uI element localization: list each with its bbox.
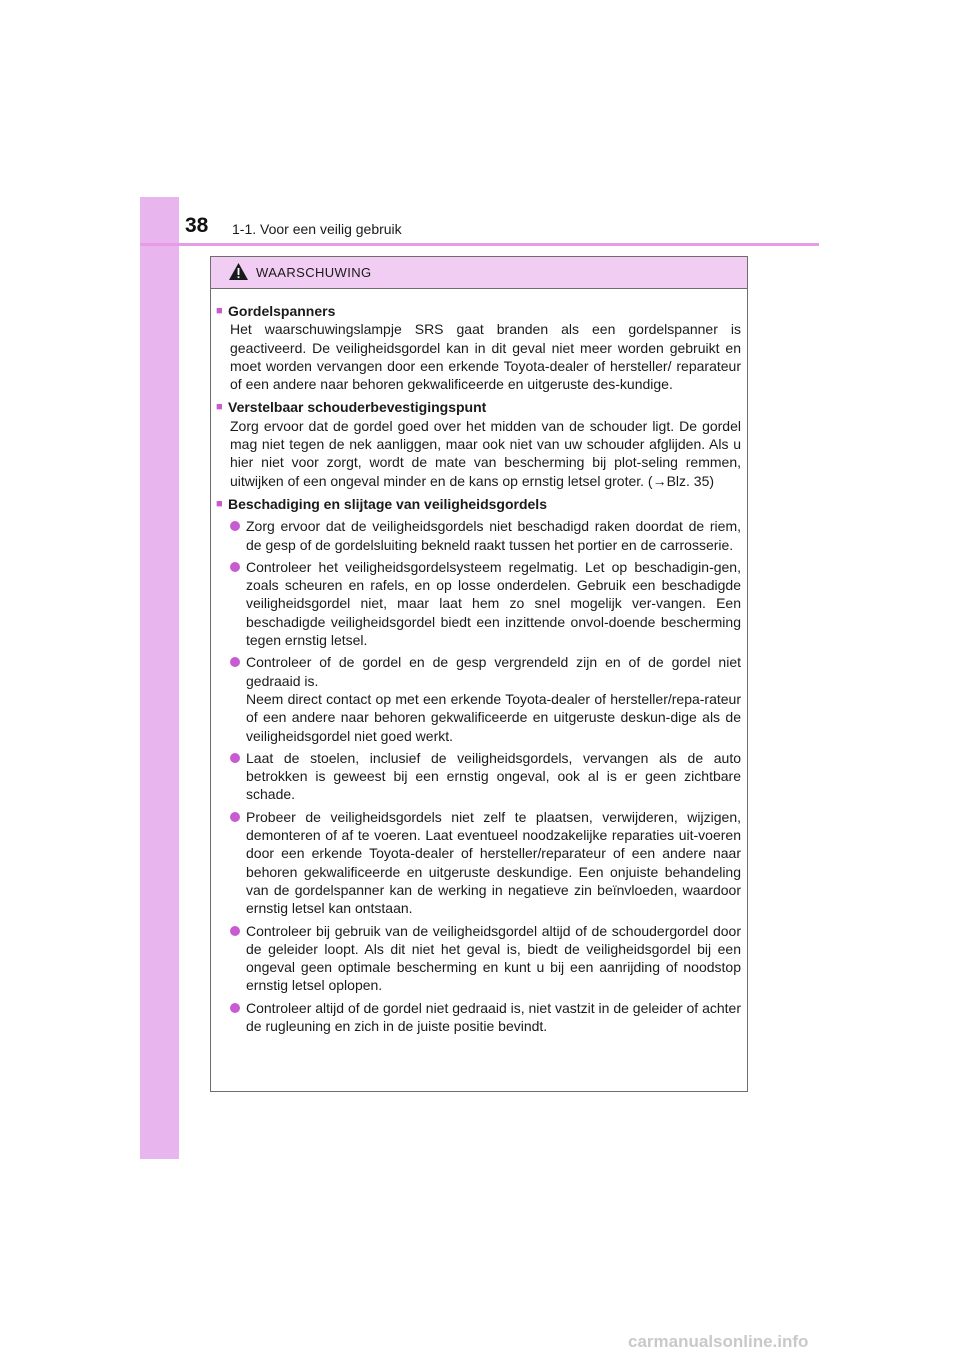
list-item: [230, 922, 741, 995]
list-item-paragraph: Controleer altijd of de gordel niet gedraaid is, niet vastzit in de geleider of achter de rugleuning en zich in de juiste positie bevindt.: [246, 999, 741, 1034]
list-item: [230, 653, 741, 744]
chapter-side-band: [140, 197, 179, 1159]
paragraph-text: Zorg ervoor dat de gordel goed over het midden van de schouder ligt. De gordel mag niet tegen de nek aanliggen, maar ook niet van uw schouder afglijden. Als u hier niet voor zorgt, wordt de mate van bescherming bij plot-seling remmen, uitwijken of een ongeval minder en de kans op ernstig letsel groter. (→Blz. 35): [230, 417, 741, 489]
round-bullet-icon: [230, 1003, 240, 1013]
square-bullet-icon: ■: [216, 401, 223, 414]
list-item-paragraph: Probeer de veiligheidsgordels niet zelf te plaatsen, verwijderen, wijzigen, demonteren of af te voeren. Laat eventueel noodzakelijke reparaties uit-voeren door een erkende Toyota-dealer of hersteller/reparateur of een andere naar behoren gekwalificeerde en uitgeruste deskundige. Een onjuiste behandeling van de gordelspanner kan de werking in negatieve zin beïnvloeden, waardoor ernstig letsel kan ontstaan.: [246, 808, 741, 917]
list-item-paragraph: Controleer of de gordel en de gesp vergrendeld zijn en of de gordel niet gedraaid is.: [246, 654, 741, 689]
list-item-paragraph: Controleer het veiligheidsgordelsysteem regelmatig. Let op beschadigin-gen, zoals scheuren en rafels, en op losse onderdelen. Gebruik een beschadigde veiligheidsgordel niet, maar laat hem zo snel mogelijk ver-vangen. Een beschadigde veiligheidsgordel biedt een inzittende onvol-doende bescherming tegen ernstig letsel.: [246, 558, 741, 649]
page-number: 38: [185, 214, 209, 237]
paragraph-text: Het waarschuwingslampje SRS gaat branden als een gordelspanner is geactiveerd. De veiligheidsgordel kan in dit geval niet meer worden gebruikt en moet worden vervangen door een erkende Toyota-dealer of hersteller/ reparateur of een andere naar behoren gekwalificeerde en uitgeruste des-kundige.: [230, 321, 741, 393]
list-item: [230, 749, 741, 804]
list-item-paragraph: Neem direct contact op met een erkende Toyota-dealer of hersteller/repa-rateur of een andere naar behoren gekwalificeerde en uitgeruste deskun-dige als de veiligheidsgordel niet goed werkt.: [246, 690, 741, 744]
header-rule: [140, 243, 819, 246]
list-item: [230, 999, 741, 1036]
list-item-paragraph: Laat de stoelen, inclusief de veiligheidsgordels, vervangen als de auto betrokken is geweest bij een ernstig ongeval, ook al is er geen zichtbare schade.: [246, 749, 741, 803]
square-bullet-icon: ■: [216, 305, 223, 317]
round-bullet-icon: [230, 753, 240, 763]
list-item-text: [246, 922, 741, 995]
warning-triangle-icon: [228, 262, 249, 281]
list-item-paragraph: Zorg ervoor dat de veiligheidsgordels niet beschadigd raken doordat de riem, de gesp of de gordelsluiting bekneld raakt tussen het portier en de carrosserie.: [246, 518, 741, 553]
list-item-text: [246, 517, 741, 554]
warning-section: [216, 302, 741, 393]
round-bullet-icon: [230, 926, 240, 936]
section-heading: [216, 398, 741, 416]
section-paragraph: [230, 320, 741, 393]
section-title: 1-1. Voor een veilig gebruik: [232, 221, 402, 237]
warning-box: [210, 256, 748, 1092]
warning-header: [211, 257, 747, 289]
list-item: [230, 808, 741, 918]
list-item-text: [246, 749, 741, 804]
square-bullet-icon: ■: [216, 497, 223, 510]
warning-section: [216, 398, 741, 489]
watermark: carmanualsonline.info: [628, 1332, 809, 1351]
warning-body: [211, 289, 747, 1035]
round-bullet-icon: [230, 657, 240, 667]
section-paragraph: [230, 417, 741, 490]
list-item-text: [246, 558, 741, 649]
warning-title: WAARSCHUWING: [256, 265, 372, 280]
round-bullet-icon: [230, 812, 240, 822]
list-item: [230, 558, 741, 649]
round-bullet-icon: [230, 562, 240, 572]
section-heading-text: Verstelbaar schouderbevestigingspunt: [228, 399, 487, 416]
section-heading: [216, 302, 741, 320]
list-item-text: [246, 808, 741, 918]
list-item-paragraph: Controleer bij gebruik van de veiligheidsgordel altijd of de schoudergordel door de geleider loopt. Als dit niet het geval is, biedt de veiligheidsgordel bij een ongeval geen optimale bescherming en kunt u bij een aanrijding of noodstop ernstig letsel oplopen.: [246, 922, 741, 994]
round-bullet-icon: [230, 521, 240, 531]
section-heading: [216, 495, 741, 513]
section-heading-text: Gordelspanners: [228, 303, 336, 319]
list-item-text: [246, 999, 741, 1036]
list-item-text: [246, 653, 741, 744]
warning-section: [216, 495, 741, 1035]
list-item: [230, 517, 741, 554]
section-heading-text: Beschadiging en slijtage van veiligheidsgordels: [228, 495, 547, 512]
